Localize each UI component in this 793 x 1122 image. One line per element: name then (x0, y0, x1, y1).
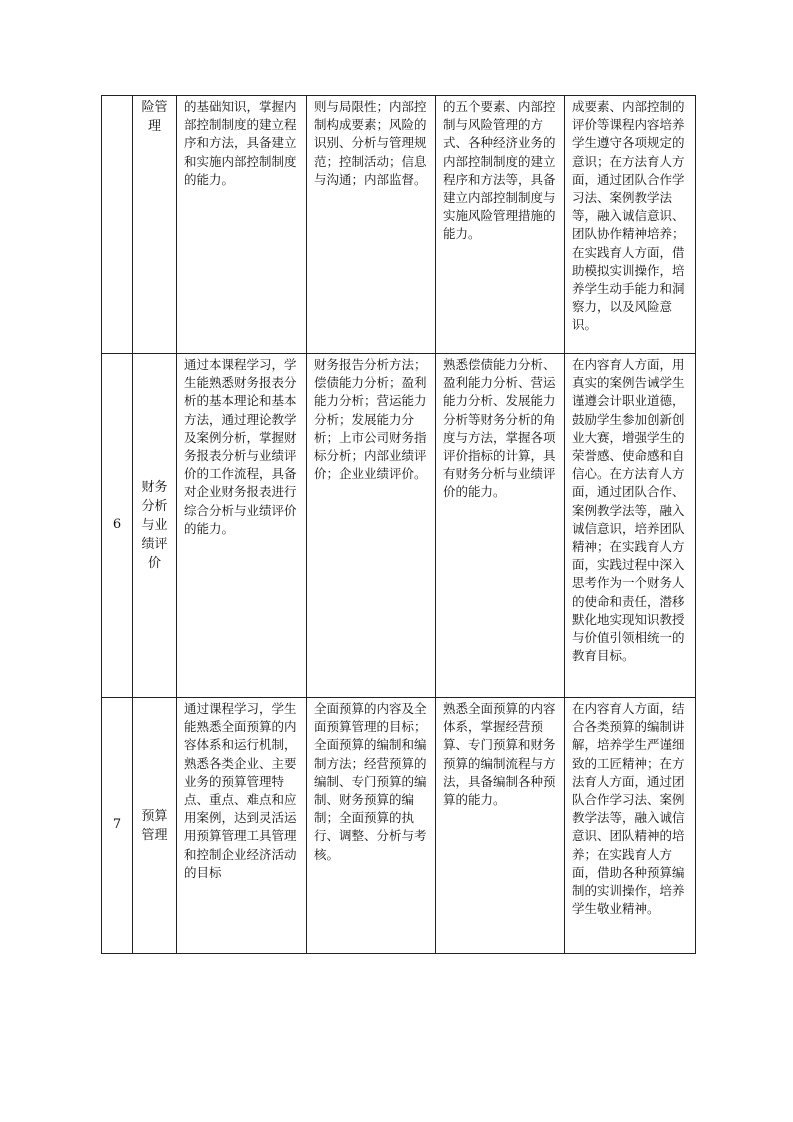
row-number: 7 (102, 698, 133, 954)
course-name: 险管理 (133, 96, 177, 354)
row-number: 6 (102, 354, 133, 698)
course-ideological: 在内容育人方面，用真实的案例告诫学生谨遵会计职业道德，鼓励学生参加创新创业大赛，增强学生的荣誉感、使命感和自信心。在方法育人方面，通过团队合作、案例教学法等，融入诚信意识，培养团队精神；在实践育人方面，实践过程中深入思考作为一个财务人的使命和责任，潜移默化地实现知识教授与价值引领相统一的教育目标。 (565, 354, 696, 698)
course-table (101, 95, 696, 954)
course-skills: 熟悉全面预算的内容体系，掌握经营预算、专门预算和财务预算的编制流程与方法，具备编制各种预算的能力。 (436, 698, 565, 954)
table-row (102, 354, 696, 698)
table-row (102, 698, 696, 954)
course-skills: 的五个要素、内部控制与风险管理的方式、各种经济业务的内部控制制度的建立程序和方法等，具备建立内部控制制度与实施风险管理措施的能力。 (436, 96, 565, 354)
course-skills: 熟悉偿债能力分析、盈利能力分析、营运能力分析、发展能力分析等财务分析的角度与方法，掌握各项评价指标的计算，具有财务分析与业绩评价的能力。 (436, 354, 565, 698)
course-ideological: 在内容育人方面，结合各类预算的编制讲解，培养学生严谨细致的工匠精神；在方法育人方面，通过团队合作学习法、案例教学法等，融入诚信意识、团队精神的培养；在实践育人方面，借助各种预算编制的实训操作，培养学生敬业精神。 (565, 698, 696, 954)
course-name: 预算管理 (133, 698, 177, 954)
course-ideological: 成要素、内部控制的评价等课程内容培养学生遵守各项规定的意识；在方法育人方面，通过团队合作学习法、案例教学法等，融入诚信意识、团队协作精神培养；在实践育人方面，借助模拟实训操作，培养学生动手能力和洞察力，以及风险意识。 (565, 96, 696, 354)
course-content: 全面预算的内容及全面预算管理的目标；全面预算的编制和编制方法；经营预算的编制、专门预算的编制、财务预算的编制；全面预算的执行、调整、分析与考核。 (307, 698, 436, 954)
course-objective: 通过课程学习，学生能熟悉全面预算的内容体系和运行机制，熟悉各类企业、主要业务的预算管理特点、重点、难点和应用案例，达到灵活运用预算管理工具管理和控制企业经济活动的目标 (177, 698, 307, 954)
course-name: 财务分析与业绩评价 (133, 354, 177, 698)
course-objective: 通过本课程学习，学生能熟悉财务报表分析的基本理论和基本方法，通过理论教学及案例分析，掌握财务报表分析与业绩评价的工作流程，具备对企业财务报表进行综合分析与业绩评价的能力。 (177, 354, 307, 698)
course-objective: 的基础知识，掌握内部控制制度的建立程序和方法，具备建立和实施内部控制制度的能力。 (177, 96, 307, 354)
course-content: 财务报告分析方法；偿债能力分析；盈利能力分析；营运能力分析；发展能力分析；上市公司财务指标分析；内部业绩评价；企业业绩评价。 (307, 354, 436, 698)
table-row (102, 96, 696, 354)
row-number (102, 96, 133, 354)
course-content: 则与局限性；内部控制构成要素；风险的识别、分析与管理规范；控制活动；信息与沟通；内部监督。 (307, 96, 436, 354)
